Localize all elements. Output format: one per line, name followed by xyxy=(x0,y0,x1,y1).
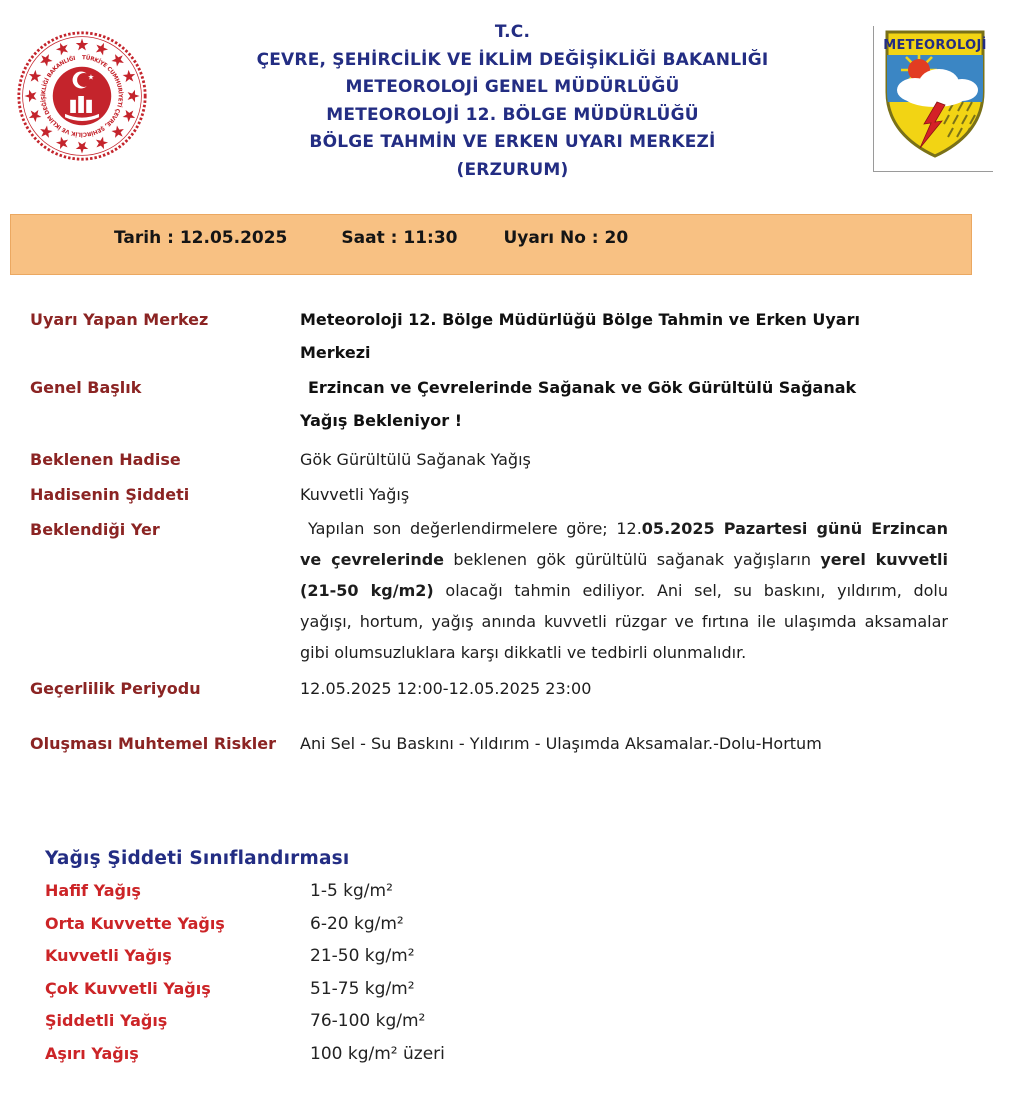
classification-label: Hafif Yağış xyxy=(45,881,141,900)
header-line-general-directorate: METEOROLOJİ GENEL MÜDÜRLÜĞÜ xyxy=(345,77,680,97)
field-value xyxy=(300,672,948,705)
header-title-block xyxy=(152,16,873,184)
text-segment: gibi olumsuzluklara karşı dikkatli ve tedbirli olunmalıdır. xyxy=(300,643,747,662)
classification-label: Şiddetli Yağış xyxy=(45,1011,168,1030)
field-row-baslik xyxy=(30,371,1023,437)
value-line: 12.05.2025 12:00-12.05.2025 23:00 xyxy=(300,679,592,698)
classification-row xyxy=(45,979,1023,1012)
bold-text-segment: yerel kuvvetli xyxy=(820,550,948,569)
classification-label: Çok Kuvvetli Yağış xyxy=(45,978,211,998)
banner-warning-no-value: 20 xyxy=(604,228,629,248)
field-value xyxy=(300,478,948,511)
value-line: Kuvvetli Yağış xyxy=(300,485,410,504)
field-value xyxy=(300,513,948,668)
header-line-warning-center: BÖLGE TAHMİN VE ERKEN UYARI MERKEZİ xyxy=(309,132,716,152)
field-row-hadise xyxy=(30,443,1023,476)
field-label: Genel Başlık xyxy=(30,378,142,397)
text-segment: beklenen gök gürültülü sağanak yağışların xyxy=(444,550,821,569)
paragraph-line xyxy=(300,575,948,606)
field-value xyxy=(300,303,948,369)
text-segment: Yapılan son değerlendirmelere göre; 12. xyxy=(308,519,642,538)
field-label: Oluşması Muhtemel Riskler xyxy=(30,734,277,753)
classification-value: 21-50 kg/m² xyxy=(310,946,415,966)
paragraph-line xyxy=(300,606,948,637)
warning-fields xyxy=(30,303,1023,760)
text-segment: olacağı tahmin ediliyor. Ani sel, su baskını, yıldırım, dolu xyxy=(433,581,949,600)
classification-value: 76-100 kg/m² xyxy=(310,1011,426,1031)
meteoroloji-logo-frame xyxy=(873,26,993,172)
classification-value: 100 kg/m² üzeri xyxy=(310,1043,445,1064)
bold-text-segment: (21-50 kg/m2) xyxy=(300,581,434,600)
value-line: Meteoroloji 12. Bölge Müdürlüğü Bölge Tahmin ve Erken Uyarı xyxy=(300,310,860,329)
paragraph-line xyxy=(300,637,948,668)
header-line-city: (ERZURUM) xyxy=(456,159,569,180)
field-value xyxy=(300,443,948,476)
classification-rows xyxy=(45,881,1023,1076)
banner-date xyxy=(114,228,287,274)
classification-value: 51-75 kg/m² xyxy=(310,978,415,999)
field-row-merkez xyxy=(30,303,1023,369)
warning-info-banner xyxy=(10,214,972,275)
field-label: Hadisenin Şiddeti xyxy=(30,485,190,504)
banner-time-label: Saat xyxy=(341,228,385,248)
field-row-siddet xyxy=(30,478,1023,511)
paragraph-line xyxy=(300,544,948,575)
rain-intensity-classification xyxy=(45,848,1023,1076)
banner-date-label: Tarih xyxy=(114,228,162,248)
field-label: Uyarı Yapan Merkez xyxy=(30,310,209,329)
bold-text-segment: 05.2025 Pazartesi günü Erzincan xyxy=(641,519,948,538)
value-line: Erzincan ve Çevrelerinde Sağanak ve Gök Gürültülü Sağanak xyxy=(308,378,857,397)
field-value xyxy=(300,727,948,760)
field-label: Geçerlilik Periyodu xyxy=(30,679,201,698)
classification-row xyxy=(45,881,1023,914)
banner-time xyxy=(341,228,457,274)
value-line: Yağış Bekleniyor ! xyxy=(300,411,463,430)
bold-text-segment: ve çevrelerinde xyxy=(300,550,445,569)
field-row-riskler xyxy=(30,727,1023,760)
classification-label: Aşırı Yağış xyxy=(45,1043,139,1063)
value-line: Merkezi xyxy=(300,343,371,362)
classification-value: 6-20 kg/m² xyxy=(310,913,404,934)
classification-title: Yağış Şiddeti Sınıflandırması xyxy=(45,848,350,869)
separator: : xyxy=(161,228,180,248)
field-row-yer xyxy=(30,513,1023,668)
field-value xyxy=(300,371,948,437)
field-label: Beklenen Hadise xyxy=(30,450,181,469)
classification-label: Orta Kuvvette Yağış xyxy=(45,913,225,933)
banner-date-value: 12.05.2025 xyxy=(179,228,288,248)
banner-warning-no-label: Uyarı No xyxy=(503,228,586,248)
classification-row xyxy=(45,914,1023,947)
classification-value: 1-5 kg/m² xyxy=(310,881,393,901)
classification-row xyxy=(45,1011,1023,1044)
header-line-tc: T.C. xyxy=(494,22,531,42)
separator: : xyxy=(585,228,605,248)
classification-row xyxy=(45,1044,1023,1077)
value-line: Ani Sel - Su Baskını - Yıldırım - Ulaşımda Aksamalar.-Dolu-Hortum xyxy=(300,734,822,753)
text-segment: yağışı, hortum, yağış anında kuvvetli rüzgar ve fırtına ile ulaşımda aksamalar xyxy=(300,612,948,631)
classification-label: Kuvvetli Yağış xyxy=(45,946,172,965)
banner-warning-no xyxy=(503,228,628,274)
header-line-ministry: ÇEVRE, ŞEHİRCİLİK VE İKLİM DEĞİŞİKLİĞİ BAKANLIĞI xyxy=(256,49,769,70)
document-header xyxy=(0,0,1023,184)
meteoroloji-logo-text: METEOROLOJİ xyxy=(883,38,987,53)
meteoroloji-logo xyxy=(873,26,1005,184)
ministry-seal-icon xyxy=(16,30,148,162)
separator: : xyxy=(384,228,404,248)
paragraph-line xyxy=(300,513,948,544)
field-label: Beklendiği Yer xyxy=(30,520,160,539)
classification-row xyxy=(45,946,1023,979)
value-line: Gök Gürültülü Sağanak Yağış xyxy=(300,450,531,469)
ministry-seal-logo xyxy=(0,16,152,184)
header-line-region-directorate: METEOROLOJİ 12. BÖLGE MÜDÜRLÜĞÜ xyxy=(326,104,699,125)
banner-time-value: 11:30 xyxy=(403,228,458,248)
seal-circular-text: TÜRKİYE CUMHURİYETİ ÇEVRE, ŞEHİRCİLİK VE İKLİM DEĞİŞİKLİĞİ BAKANLIĞI xyxy=(41,55,123,137)
meteoroloji-shield-icon xyxy=(879,26,991,162)
field-row-periyot xyxy=(30,672,1023,705)
